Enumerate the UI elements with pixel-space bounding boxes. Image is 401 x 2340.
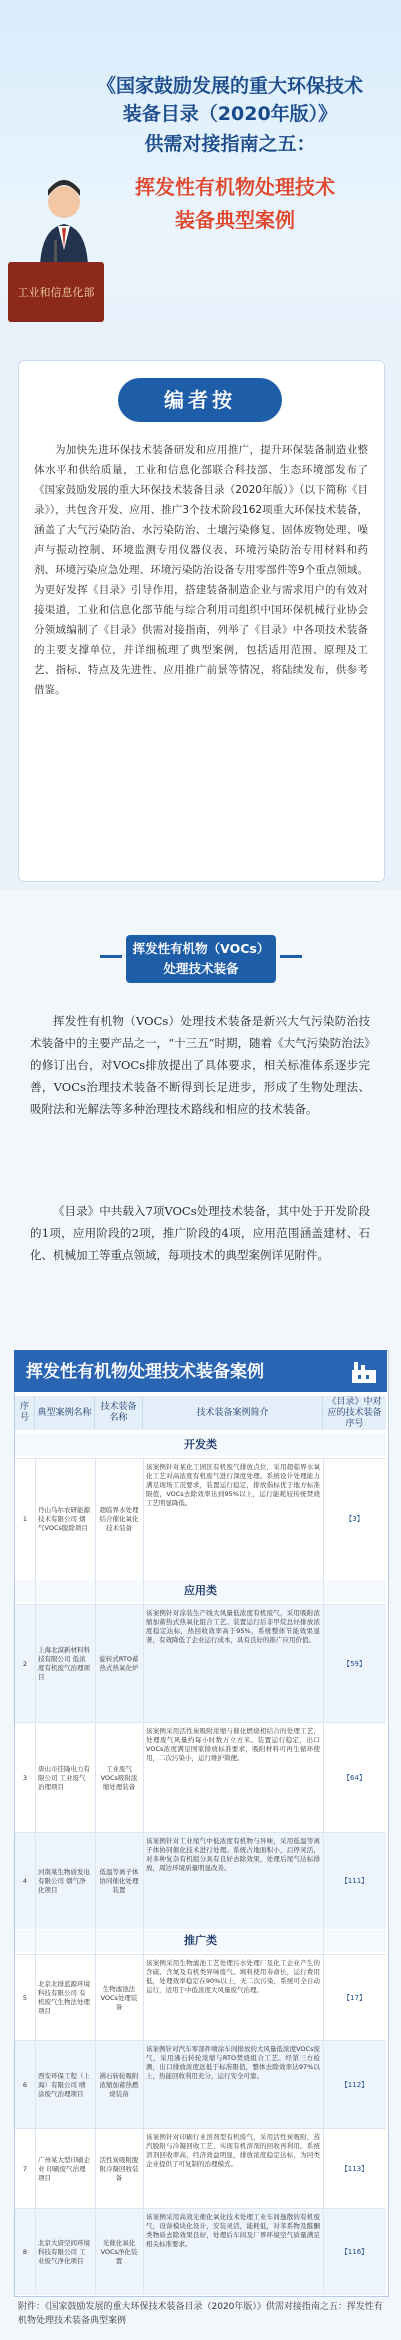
row-equipment: 工业废气VOCs吸附浓缩处理装备 <box>100 1764 138 1791</box>
row-case-intro: 该案例针对某化工园区有机废气排放点位，采用超临界水氧化工艺对高浓度有机废气进行深度处理。系统设计处理能力满足现场工况要求，装置运行稳定，排放指标优于地方标准限值，VOCs去除效率达到95%以上，运行能耗较传统焚烧工艺明显降低。 <box>146 1463 320 1507</box>
row-equipment: 超临界水处理结合催化氧化技术装备 <box>99 1505 139 1532</box>
vocs-section-badge <box>126 935 276 983</box>
row-case-intro: 该案例针对印刷行业溶剂型有机废气，采用活性炭吸附、蒸汽脱附与冷凝回收工艺，实现有机溶剂的回收再利用。系统溶剂回收率高，经济效益明显，排放浓度稳定达标，为同类企业提供了可复制的治理模式。 <box>146 2133 320 2168</box>
row-catalog-ref: 【116】 <box>340 2247 369 2256</box>
table-row <box>15 1832 386 1929</box>
row-catalog-ref: 【111】 <box>340 1876 369 1885</box>
vocs-intro-paragraph-2: 《目录》中共载入7项VOCs处理技术装备，其中处于开发阶段的1项，应用阶段的2项，推广阶段的4项，应用范围涵盖建材、石化、机械加工等重点领域，每项技术的典型案例详见附件。 <box>30 1204 370 1262</box>
header-subtitle-line-1: 挥发性有机物处理技术 <box>135 175 335 199</box>
row-catalog-ref: 【112】 <box>340 2080 369 2089</box>
row-catalog-ref: 【59】 <box>343 1659 366 1668</box>
row-case-name: 丹山乌尔农研能源技术有限公司 烟气VOCs脱除项目 <box>38 1505 90 1532</box>
vocs-badge-line-1: 挥发性有机物（VOCs） <box>132 941 270 956</box>
row-no: 2 <box>22 1659 28 1668</box>
badge-decor-right <box>280 955 302 958</box>
badge-decor-left <box>100 955 122 958</box>
row-case-name: 北京北排蓝源环境科技有限公司 有机废气生物法处理项目 <box>38 1980 90 2015</box>
column-header-case-name: 典型案例名称 <box>35 1396 95 1430</box>
row-no: 8 <box>22 2247 28 2256</box>
column-header-catalog-ref: 《目录》中对应的技术装备序号 <box>323 1396 386 1430</box>
table-row <box>15 1604 386 1723</box>
row-catalog-ref: 【64】 <box>343 1773 366 1782</box>
header-title-line-1: 《国家鼓励发展的重大环保技术 <box>96 75 363 97</box>
table-row <box>15 2040 386 2129</box>
row-case-name: 河南某生物质发电有限公司 烟气净化项目 <box>38 1867 90 1894</box>
category-app: 应用类 <box>15 1580 386 1602</box>
grid-line <box>143 1458 144 2294</box>
row-case-name: 北京大唐空间环境科技有限公司 工业废气净化项目 <box>38 2238 90 2265</box>
row-case-name: 唐山市佳隆电力有限公司 工业废气治理项目 <box>38 1764 90 1791</box>
header-subtitle-line-2: 装备典型案例 <box>175 208 295 232</box>
vocs-badge-line-2: 处理技术装备 <box>163 961 239 976</box>
row-no: 7 <box>22 2164 28 2173</box>
table-row <box>15 2208 386 2295</box>
row-no: 3 <box>22 1773 28 1782</box>
row-case-intro: 该案例针对汽车零部件喷涂车间排放的大风量低浓度VOCs废气，采用沸石转轮浓缩与RTO焚烧组合工艺。经第三方检测，出口排放浓度远低于标准限值，整体去除效率达97%以上，热能回收利用充分，运行安全可靠。 <box>146 2045 320 2080</box>
row-equipment: 光催化氧化VOCs净化装置 <box>100 2238 138 2265</box>
table-row <box>15 1722 386 1833</box>
row-equipment: 低温等离子体协同催化处理装置 <box>99 1867 139 1894</box>
row-equipment: 活性炭吸附脱附冷凝回收装备 <box>99 2155 139 2182</box>
row-case-name: 西安环保工程（上海）有限公司 喷涂废气治理项目 <box>38 2071 90 2098</box>
header-title-line-2: 装备目录（2020年版）》 <box>122 103 338 125</box>
row-no: 5 <box>22 1993 28 2002</box>
table-title: 挥发性有机物处理技术装备案例 <box>26 1362 264 1382</box>
vocs-intro-paragraph-1: 挥发性有机物（VOCs）处理技术装备是新兴大气污染防治技术装备中的主要产品之一，“十三五”时期，随着《大气污染防治法》的修订出台，对VOCs排放提出了具体要求，相关标准体系逐步完善，VOCs治理技术装备不断得到长足进步，形成了生物处理法、吸附法和光解法等多种治理技术路线和相应的技术装备。 <box>30 1014 370 1116</box>
row-equipment: 生物滤池法VOCs处理装备 <box>100 1984 138 2011</box>
row-case-name: 上海北漠新材料科技有限公司 低浓度有机废气治理项目 <box>38 1646 90 1681</box>
footnote: 附件：《国家鼓励发展的重大环保技术装备目录（2020年版）》供需对接指南之五：挥发性有机物处理技术装备典型案例 <box>18 2302 383 2326</box>
row-no: 1 <box>22 1514 28 1523</box>
column-header-no: 序号 <box>15 1396 35 1430</box>
grid-line <box>323 1458 324 2294</box>
podium-label: 工业和信息化部 <box>17 286 95 299</box>
row-case-intro: 该案例针对涂装生产线大风量低浓度有机废气，采用吸附浓缩加蓄热式热氧化组合工艺。装置运行后非甲烷总烃排放浓度稳定达标，热回收效率高于95%，系统整体节能效果显著，有效降低了企业运行成本，具有良好的推广应用价值。 <box>146 1609 320 1644</box>
table-row <box>15 2128 386 2209</box>
factory-icon <box>350 1360 378 1384</box>
table-row <box>15 1954 386 2041</box>
category-dev: 开发类 <box>15 1434 386 1456</box>
row-case-intro: 该案例采用活性炭吸附浓缩与催化燃烧相结合的处理工艺，处理废气风量约每小时数万立方米。装置运行稳定，出口VOCs浓度满足国家排放标准要求，吸附材料可再生循环使用，二次污染小，运行维护简便。 <box>146 1727 320 1762</box>
grid-line <box>35 1458 36 2294</box>
row-equipment: 旋转式RTO蓄热式热氧化炉 <box>99 1655 139 1672</box>
category-promo: 推广类 <box>15 1930 386 1952</box>
column-header-equipment: 技术装备名称 <box>95 1396 143 1430</box>
table-row <box>15 1458 386 1579</box>
grid-line <box>95 1458 96 2294</box>
row-catalog-ref: 【113】 <box>340 2164 369 2173</box>
row-case-name: 广州某大型印刷企业 印刷废气治理项目 <box>38 2155 90 2182</box>
editor-note-paragraph: 为加快先进环保技术装备研发和应用推广，提升环保装备制造业整体水平和供给质量，工业和信息化部联合科技部、生态环境部发布了《国家鼓励发展的重大环保技术装备目录（2020年版）》（以下简称《目录》），共包含开发、应用、推广3个技术阶段162项重大环保技术装备，涵盖了大气污染防治、水污染防治、土壤污染修复、固体废物处理、噪声与振动控制、环境监测专用仪器仪表、环境污染防治专用材料和药剂、环境污染应急处理、环境污染防治设备专用零部件等9个重点领域。为更好发挥《目录》引导作用，搭建装备制造企业与需求用户的有效对接渠道，工业和信息化部节能与综合利用司组织中国环保机械行业协会分领域编制了《目录》供需对接指南，列举了《目录》中各项技术装备的主要支撑单位，并详细梳理了典型案例，包括适用范围、原理及工艺、指标、特点及先进性、应用推广前景等情况，将陆续发布，供参考借鉴。 <box>34 444 368 696</box>
row-case-intro: 该案例针对工业尾气中低浓度有机物与异味，采用低温等离子体协同催化技术进行处理。系统占地面积小，启停灵活，对多种复杂有机组分具有良好去除效果，处理后尾气达标排放，周边环境质量明显改善。 <box>146 1837 320 1872</box>
row-equipment: 沸石转轮吸附浓缩加蓄热燃烧装备 <box>99 2071 139 2098</box>
row-case-intro: 该案例采用高效光催化氧化技术处理工业车间逸散的有机废气，设备模块化设计，安装灵活，能耗低，对苯系物及醛酮类物质去除效果良好，处理后车间及厂界环境空气质量满足相关标准要求。 <box>146 2213 320 2248</box>
header-title-line-3: 供需对接指南之五： <box>144 133 316 155</box>
row-catalog-ref: 【3】 <box>345 1514 364 1523</box>
row-case-intro: 该案例采用生物滤池工艺处理污水处理厂及化工企业产生的含硫、含氮及有机类异味废气。填料使用寿命长，运行费用低，处理效率稳定在90%以上，无二次污染，系统可全自动运行，适用于中低浓度大风量废气治理。 <box>146 1959 320 1994</box>
editor-note-heading: 编者按 <box>118 378 282 422</box>
row-no: 6 <box>22 2080 28 2089</box>
row-no: 4 <box>22 1876 28 1885</box>
row-catalog-ref: 【17】 <box>343 1993 366 2002</box>
column-header-case-intro: 技术装备案例简介 <box>143 1396 323 1430</box>
